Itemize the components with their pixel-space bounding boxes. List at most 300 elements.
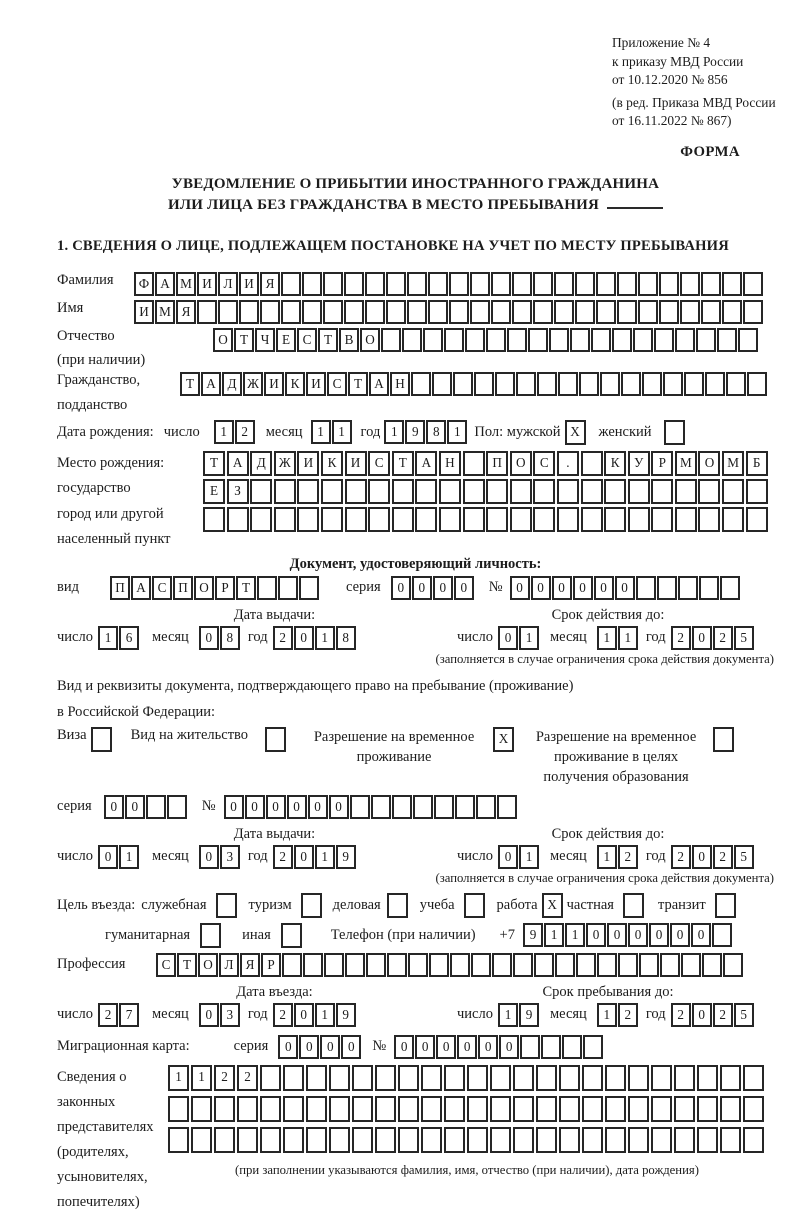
- char-cell[interactable]: [559, 1065, 580, 1091]
- char-cell[interactable]: Ж: [243, 372, 263, 396]
- char-cell[interactable]: [743, 300, 763, 324]
- char-cell[interactable]: 0: [594, 576, 614, 600]
- char-cell[interactable]: У: [628, 451, 650, 476]
- char-cell[interactable]: [570, 328, 590, 352]
- char-cell[interactable]: 0: [329, 795, 349, 819]
- char-cell[interactable]: [467, 1096, 488, 1122]
- char-cell[interactable]: [495, 372, 515, 396]
- char-cell[interactable]: [375, 1096, 396, 1122]
- char-cell[interactable]: [720, 1096, 741, 1122]
- char-cell[interactable]: [541, 1035, 561, 1059]
- char-cell[interactable]: 8: [220, 626, 240, 650]
- char-cell[interactable]: [407, 272, 427, 296]
- char-cell[interactable]: [747, 372, 767, 396]
- char-cell[interactable]: [297, 479, 319, 504]
- char-cell[interactable]: Н: [390, 372, 410, 396]
- char-cell[interactable]: 6: [119, 626, 139, 650]
- char-cell[interactable]: 1: [565, 923, 585, 947]
- char-cell[interactable]: [497, 795, 517, 819]
- char-cell[interactable]: [596, 300, 616, 324]
- char-cell[interactable]: [398, 1127, 419, 1153]
- char-cell[interactable]: 8: [426, 420, 446, 444]
- char-cell[interactable]: [684, 372, 704, 396]
- char-cell[interactable]: [91, 727, 112, 752]
- char-cell[interactable]: С: [152, 576, 172, 600]
- char-cell[interactable]: [636, 576, 656, 600]
- char-cell[interactable]: [678, 576, 698, 600]
- char-cell[interactable]: К: [321, 451, 343, 476]
- char-cell[interactable]: [421, 1127, 442, 1153]
- char-cell[interactable]: 0: [454, 576, 474, 600]
- char-cell[interactable]: [743, 272, 763, 296]
- char-cell[interactable]: [738, 328, 758, 352]
- char-cell[interactable]: [699, 576, 719, 600]
- char-cell[interactable]: [674, 1127, 695, 1153]
- char-cell[interactable]: 0: [125, 795, 145, 819]
- char-cell[interactable]: [283, 1065, 304, 1091]
- char-cell[interactable]: [449, 300, 469, 324]
- char-cell[interactable]: [146, 795, 166, 819]
- char-cell[interactable]: [216, 893, 237, 918]
- char-cell[interactable]: [536, 1096, 557, 1122]
- char-cell[interactable]: [463, 507, 485, 532]
- char-cell[interactable]: [392, 507, 414, 532]
- char-cell[interactable]: [299, 576, 319, 600]
- char-cell[interactable]: 0: [586, 923, 606, 947]
- char-cell[interactable]: 2: [671, 845, 691, 869]
- char-cell[interactable]: [453, 372, 473, 396]
- char-cell[interactable]: 2: [98, 1003, 118, 1027]
- char-cell[interactable]: [283, 1096, 304, 1122]
- char-cell[interactable]: [365, 272, 385, 296]
- char-cell[interactable]: 0: [415, 1035, 435, 1059]
- char-cell[interactable]: [642, 372, 662, 396]
- char-cell[interactable]: [628, 507, 650, 532]
- char-cell[interactable]: [510, 507, 532, 532]
- char-cell[interactable]: [214, 1127, 235, 1153]
- char-cell[interactable]: 0: [294, 845, 314, 869]
- char-cell[interactable]: [302, 300, 322, 324]
- char-cell[interactable]: Р: [261, 953, 281, 977]
- char-cell[interactable]: [698, 507, 720, 532]
- char-cell[interactable]: [604, 507, 626, 532]
- char-cell[interactable]: 0: [649, 923, 669, 947]
- char-cell[interactable]: [698, 479, 720, 504]
- char-cell[interactable]: 0: [615, 576, 635, 600]
- char-cell[interactable]: Ч: [255, 328, 275, 352]
- char-cell[interactable]: [651, 507, 673, 532]
- char-cell[interactable]: [549, 328, 569, 352]
- title-blank-line[interactable]: [607, 195, 663, 209]
- char-cell[interactable]: [167, 795, 187, 819]
- char-cell[interactable]: 0: [498, 626, 518, 650]
- char-cell[interactable]: 0: [436, 1035, 456, 1059]
- char-cell[interactable]: [581, 479, 603, 504]
- char-cell[interactable]: Б: [746, 451, 768, 476]
- char-cell[interactable]: [674, 1065, 695, 1091]
- char-cell[interactable]: 1: [332, 420, 352, 444]
- char-cell[interactable]: [345, 953, 365, 977]
- char-cell[interactable]: [365, 300, 385, 324]
- char-cell[interactable]: 1: [447, 420, 467, 444]
- char-cell[interactable]: [680, 272, 700, 296]
- char-cell[interactable]: 2: [618, 845, 638, 869]
- char-cell[interactable]: [278, 576, 298, 600]
- char-cell[interactable]: [411, 372, 431, 396]
- char-cell[interactable]: А: [227, 451, 249, 476]
- char-cell[interactable]: [717, 328, 737, 352]
- char-cell[interactable]: [702, 953, 722, 977]
- char-cell[interactable]: [579, 372, 599, 396]
- char-cell[interactable]: 9: [519, 1003, 539, 1027]
- char-cell[interactable]: [444, 1065, 465, 1091]
- char-cell[interactable]: [628, 479, 650, 504]
- char-cell[interactable]: М: [722, 451, 744, 476]
- char-cell[interactable]: А: [155, 272, 175, 296]
- char-cell[interactable]: [463, 451, 485, 476]
- char-cell[interactable]: Т: [318, 328, 338, 352]
- char-cell[interactable]: [329, 1096, 350, 1122]
- char-cell[interactable]: [663, 372, 683, 396]
- char-cell[interactable]: 1: [498, 1003, 518, 1027]
- char-cell[interactable]: [260, 1096, 281, 1122]
- char-cell[interactable]: [681, 953, 701, 977]
- char-cell[interactable]: [675, 507, 697, 532]
- char-cell[interactable]: 0: [499, 1035, 519, 1059]
- char-cell[interactable]: 0: [692, 626, 712, 650]
- char-cell[interactable]: [581, 451, 603, 476]
- char-cell[interactable]: К: [604, 451, 626, 476]
- char-cell[interactable]: [490, 1096, 511, 1122]
- char-cell[interactable]: [513, 1096, 534, 1122]
- char-cell[interactable]: Р: [651, 451, 673, 476]
- char-cell[interactable]: [476, 795, 496, 819]
- char-cell[interactable]: 1: [214, 420, 234, 444]
- char-cell[interactable]: [352, 1096, 373, 1122]
- char-cell[interactable]: [659, 272, 679, 296]
- char-cell[interactable]: 2: [273, 1003, 293, 1027]
- char-cell[interactable]: Я: [240, 953, 260, 977]
- char-cell[interactable]: [722, 479, 744, 504]
- char-cell[interactable]: [302, 272, 322, 296]
- char-cell[interactable]: [486, 479, 508, 504]
- char-cell[interactable]: А: [201, 372, 221, 396]
- char-cell[interactable]: [434, 795, 454, 819]
- char-cell[interactable]: [533, 300, 553, 324]
- char-cell[interactable]: [428, 300, 448, 324]
- char-cell[interactable]: [633, 328, 653, 352]
- char-cell[interactable]: [596, 272, 616, 296]
- char-cell[interactable]: Т: [180, 372, 200, 396]
- char-cell[interactable]: [605, 1127, 626, 1153]
- char-cell[interactable]: [283, 1127, 304, 1153]
- char-cell[interactable]: [490, 1127, 511, 1153]
- char-cell[interactable]: 1: [597, 626, 617, 650]
- char-cell[interactable]: [467, 1065, 488, 1091]
- char-cell[interactable]: И: [264, 372, 284, 396]
- char-cell[interactable]: [628, 1096, 649, 1122]
- char-cell[interactable]: [559, 1127, 580, 1153]
- char-cell[interactable]: [306, 1065, 327, 1091]
- char-cell[interactable]: Т: [236, 576, 256, 600]
- char-cell[interactable]: [605, 1065, 626, 1091]
- char-cell[interactable]: [387, 953, 407, 977]
- char-cell[interactable]: [474, 372, 494, 396]
- char-cell[interactable]: [516, 372, 536, 396]
- char-cell[interactable]: [392, 479, 414, 504]
- char-cell[interactable]: [260, 1127, 281, 1153]
- char-cell[interactable]: Ф: [134, 272, 154, 296]
- char-cell[interactable]: 0: [278, 1035, 298, 1059]
- char-cell[interactable]: [265, 727, 286, 752]
- char-cell[interactable]: [415, 479, 437, 504]
- char-cell[interactable]: [722, 272, 742, 296]
- char-cell[interactable]: [664, 420, 685, 445]
- char-cell[interactable]: И: [306, 372, 326, 396]
- char-cell[interactable]: [260, 300, 280, 324]
- char-cell[interactable]: 3: [220, 1003, 240, 1027]
- char-cell[interactable]: [470, 272, 490, 296]
- char-cell[interactable]: [260, 1065, 281, 1091]
- char-cell[interactable]: [303, 953, 323, 977]
- char-cell[interactable]: 1: [191, 1065, 212, 1091]
- char-cell[interactable]: [520, 1035, 540, 1059]
- char-cell[interactable]: М: [176, 272, 196, 296]
- char-cell[interactable]: Я: [260, 272, 280, 296]
- char-cell[interactable]: В: [339, 328, 359, 352]
- char-cell[interactable]: [281, 300, 301, 324]
- char-cell[interactable]: [654, 328, 674, 352]
- char-cell[interactable]: 0: [531, 576, 551, 600]
- char-cell[interactable]: [237, 1127, 258, 1153]
- char-cell[interactable]: [576, 953, 596, 977]
- char-cell[interactable]: Е: [203, 479, 225, 504]
- char-cell[interactable]: 0: [628, 923, 648, 947]
- char-cell[interactable]: 0: [691, 923, 711, 947]
- char-cell[interactable]: [715, 893, 736, 918]
- char-cell[interactable]: [638, 300, 658, 324]
- char-cell[interactable]: [559, 1096, 580, 1122]
- char-cell[interactable]: [651, 1127, 672, 1153]
- char-cell[interactable]: [352, 1127, 373, 1153]
- char-cell[interactable]: [471, 953, 491, 977]
- char-cell[interactable]: Д: [250, 451, 272, 476]
- char-cell[interactable]: 0: [670, 923, 690, 947]
- char-cell[interactable]: 9: [405, 420, 425, 444]
- char-cell[interactable]: 1: [519, 626, 539, 650]
- char-cell[interactable]: 1: [597, 1003, 617, 1027]
- char-cell[interactable]: [329, 1127, 350, 1153]
- char-cell[interactable]: [651, 479, 673, 504]
- char-cell[interactable]: 0: [294, 1003, 314, 1027]
- char-cell[interactable]: 0: [266, 795, 286, 819]
- char-cell[interactable]: 1: [119, 845, 139, 869]
- char-cell[interactable]: [191, 1127, 212, 1153]
- char-cell[interactable]: [344, 272, 364, 296]
- char-cell[interactable]: 0: [287, 795, 307, 819]
- char-cell[interactable]: 0: [510, 576, 530, 600]
- char-cell[interactable]: [375, 1127, 396, 1153]
- char-cell[interactable]: 9: [523, 923, 543, 947]
- char-cell[interactable]: [554, 300, 574, 324]
- char-cell[interactable]: [660, 953, 680, 977]
- char-cell[interactable]: 0: [552, 576, 572, 600]
- char-cell[interactable]: 2: [671, 1003, 691, 1027]
- char-cell[interactable]: [387, 893, 408, 918]
- char-cell[interactable]: 0: [199, 845, 219, 869]
- char-cell[interactable]: 2: [713, 626, 733, 650]
- char-cell[interactable]: .: [557, 451, 579, 476]
- char-cell[interactable]: 7: [119, 1003, 139, 1027]
- char-cell[interactable]: [381, 328, 401, 352]
- char-cell[interactable]: [623, 893, 644, 918]
- char-cell[interactable]: [507, 328, 527, 352]
- char-cell[interactable]: 0: [224, 795, 244, 819]
- char-cell[interactable]: [421, 1065, 442, 1091]
- char-cell[interactable]: [513, 1127, 534, 1153]
- char-cell[interactable]: [306, 1096, 327, 1122]
- char-cell[interactable]: [375, 1065, 396, 1091]
- char-cell[interactable]: [432, 372, 452, 396]
- char-cell[interactable]: [257, 576, 277, 600]
- char-cell[interactable]: [554, 272, 574, 296]
- char-cell[interactable]: [612, 328, 632, 352]
- char-cell[interactable]: [321, 507, 343, 532]
- char-cell[interactable]: Т: [203, 451, 225, 476]
- char-cell[interactable]: О: [194, 576, 214, 600]
- char-cell[interactable]: 2: [273, 626, 293, 650]
- char-cell[interactable]: 0: [394, 1035, 414, 1059]
- char-cell[interactable]: [651, 1065, 672, 1091]
- char-cell[interactable]: [415, 507, 437, 532]
- char-cell[interactable]: [701, 272, 721, 296]
- char-cell[interactable]: [306, 1127, 327, 1153]
- char-cell[interactable]: 0: [245, 795, 265, 819]
- char-cell[interactable]: К: [285, 372, 305, 396]
- char-cell[interactable]: [350, 795, 370, 819]
- char-cell[interactable]: 0: [308, 795, 328, 819]
- char-cell[interactable]: X: [565, 420, 586, 445]
- char-cell[interactable]: [720, 1127, 741, 1153]
- char-cell[interactable]: [558, 372, 578, 396]
- char-cell[interactable]: [712, 923, 732, 947]
- char-cell[interactable]: О: [360, 328, 380, 352]
- char-cell[interactable]: [282, 953, 302, 977]
- char-cell[interactable]: [237, 1096, 258, 1122]
- char-cell[interactable]: [444, 1127, 465, 1153]
- char-cell[interactable]: [386, 272, 406, 296]
- char-cell[interactable]: [697, 1127, 718, 1153]
- char-cell[interactable]: [250, 507, 272, 532]
- char-cell[interactable]: 0: [199, 1003, 219, 1027]
- char-cell[interactable]: [214, 1096, 235, 1122]
- char-cell[interactable]: Т: [234, 328, 254, 352]
- char-cell[interactable]: 0: [478, 1035, 498, 1059]
- char-cell[interactable]: [168, 1096, 189, 1122]
- char-cell[interactable]: [439, 507, 461, 532]
- char-cell[interactable]: [513, 1065, 534, 1091]
- char-cell[interactable]: [557, 507, 579, 532]
- char-cell[interactable]: Ж: [274, 451, 296, 476]
- char-cell[interactable]: [705, 372, 725, 396]
- char-cell[interactable]: X: [542, 893, 563, 918]
- char-cell[interactable]: [697, 1065, 718, 1091]
- char-cell[interactable]: [168, 1127, 189, 1153]
- char-cell[interactable]: [203, 507, 225, 532]
- char-cell[interactable]: [227, 507, 249, 532]
- char-cell[interactable]: [582, 1127, 603, 1153]
- char-cell[interactable]: [722, 507, 744, 532]
- char-cell[interactable]: Т: [177, 953, 197, 977]
- char-cell[interactable]: [421, 1096, 442, 1122]
- char-cell[interactable]: [575, 300, 595, 324]
- char-cell[interactable]: 1: [311, 420, 331, 444]
- char-cell[interactable]: [345, 507, 367, 532]
- char-cell[interactable]: [301, 893, 322, 918]
- char-cell[interactable]: [345, 479, 367, 504]
- char-cell[interactable]: 0: [98, 845, 118, 869]
- char-cell[interactable]: А: [369, 372, 389, 396]
- char-cell[interactable]: [720, 576, 740, 600]
- char-cell[interactable]: [467, 1127, 488, 1153]
- char-cell[interactable]: [557, 479, 579, 504]
- char-cell[interactable]: [651, 1096, 672, 1122]
- char-cell[interactable]: [743, 1096, 764, 1122]
- char-cell[interactable]: 2: [713, 845, 733, 869]
- char-cell[interactable]: С: [156, 953, 176, 977]
- char-cell[interactable]: 0: [391, 576, 411, 600]
- char-cell[interactable]: [408, 953, 428, 977]
- char-cell[interactable]: [638, 272, 658, 296]
- char-cell[interactable]: 1: [315, 845, 335, 869]
- char-cell[interactable]: [492, 953, 512, 977]
- char-cell[interactable]: 0: [412, 576, 432, 600]
- char-cell[interactable]: 1: [98, 626, 118, 650]
- char-cell[interactable]: [470, 300, 490, 324]
- char-cell[interactable]: [583, 1035, 603, 1059]
- char-cell[interactable]: 0: [607, 923, 627, 947]
- char-cell[interactable]: Т: [348, 372, 368, 396]
- char-cell[interactable]: [675, 479, 697, 504]
- char-cell[interactable]: [696, 328, 716, 352]
- char-cell[interactable]: X: [493, 727, 514, 752]
- char-cell[interactable]: [371, 795, 391, 819]
- char-cell[interactable]: [386, 300, 406, 324]
- char-cell[interactable]: [621, 372, 641, 396]
- char-cell[interactable]: 0: [692, 845, 712, 869]
- char-cell[interactable]: [536, 1127, 557, 1153]
- char-cell[interactable]: Е: [276, 328, 296, 352]
- char-cell[interactable]: П: [486, 451, 508, 476]
- char-cell[interactable]: [398, 1096, 419, 1122]
- char-cell[interactable]: [200, 923, 221, 948]
- char-cell[interactable]: [323, 272, 343, 296]
- char-cell[interactable]: [536, 1065, 557, 1091]
- char-cell[interactable]: 0: [341, 1035, 361, 1059]
- char-cell[interactable]: [465, 328, 485, 352]
- char-cell[interactable]: 3: [220, 845, 240, 869]
- char-cell[interactable]: [197, 300, 217, 324]
- char-cell[interactable]: [402, 328, 422, 352]
- char-cell[interactable]: [413, 795, 433, 819]
- char-cell[interactable]: М: [675, 451, 697, 476]
- char-cell[interactable]: 0: [320, 1035, 340, 1059]
- char-cell[interactable]: [344, 300, 364, 324]
- char-cell[interactable]: [697, 1096, 718, 1122]
- char-cell[interactable]: 5: [734, 626, 754, 650]
- char-cell[interactable]: 9: [336, 1003, 356, 1027]
- char-cell[interactable]: [250, 479, 272, 504]
